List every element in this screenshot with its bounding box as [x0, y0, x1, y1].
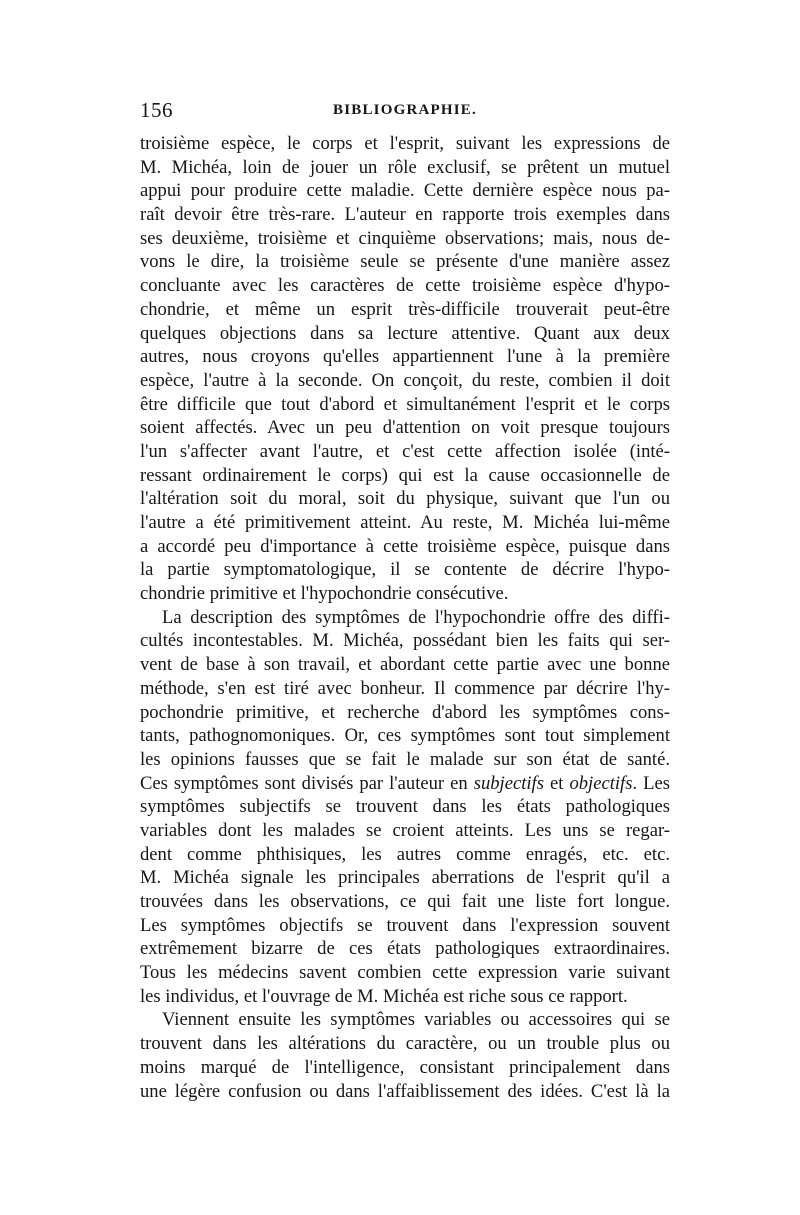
text-line: vent de base à son travail, et abordant cette partie avec une bonne [140, 654, 670, 676]
text-line: quelques objections dans sa lecture attentive. Quant aux deux [140, 322, 670, 344]
text-segment: Ces symptômes sont divisés par l'auteur en [140, 772, 474, 794]
text-segment: . Les [632, 772, 670, 794]
text-line: a accordé peu d'importance à cette troisième espèce, puisque dans [140, 535, 670, 557]
paragraph-1 [140, 132, 670, 606]
text-line: autres, nous croyons qu'elles appartiennent l'une à la première [140, 346, 670, 368]
text-line: les opinions fausses que se fait le malade sur son état de santé. [140, 748, 670, 770]
running-head [140, 98, 670, 132]
text-line: l'un s'affecter avant l'autre, et c'est cette affection isolée (inté- [140, 440, 670, 462]
text-line: raît devoir être très-rare. L'auteur en rapporte trois exemples dans [140, 204, 670, 226]
text-line: une légère confusion ou dans l'affaiblissement des idées. C'est là la [140, 1080, 670, 1102]
book-page [140, 98, 670, 1103]
italic-term: objectifs [569, 772, 633, 794]
text-line: M. Michéa signale les principales aberrations de l'esprit qu'il a [140, 867, 670, 889]
italic-term: subjectifs [473, 772, 544, 794]
text-line: cultés incontestables. M. Michéa, possédant bien les faits qui ser- [140, 630, 670, 652]
text-line: Viennent ensuite les symptômes variables ou accessoires qui se [162, 1009, 670, 1031]
text-line: ressant ordinairement le corps) qui est la cause occasionnelle de [140, 464, 670, 486]
text-line: concluante avec les caractères de cette troisième espèce d'hypo- [140, 275, 670, 297]
text-segment: et [543, 772, 570, 794]
text-line-italic-terms [140, 772, 670, 796]
text-line: La description des symptômes de l'hypochondrie offre des diffi- [162, 606, 670, 628]
text-line: chondrie primitive et l'hypochondrie consécutive. [140, 583, 509, 605]
text-line: méthode, s'en est tiré avec bonheur. Il commence par décrire l'hy- [140, 677, 670, 699]
text-line: espèce, l'autre à la seconde. On conçoit, du reste, combien il doit [140, 369, 670, 391]
text-line: Tous les médecins savent combien cette expression varie suivant [140, 962, 670, 984]
text-line: pochondrie primitive, et recherche d'abord les symptômes cons- [140, 701, 670, 723]
text-line: symptômes subjectifs se trouvent dans les états pathologiques [140, 796, 670, 818]
text-line: trouvées dans les observations, ce qui fait une liste fort longue. [140, 891, 670, 912]
text-line: vons le dire, la troisième seule se présente d'une manière assez [140, 251, 670, 273]
text-line: ses deuxième, troisième et cinquième observations; mais, nous de- [140, 227, 670, 249]
text-line: extrêmement bizarre de ces états pathologiques extraordinaires. [140, 938, 670, 960]
body-text [140, 132, 670, 1103]
text-line: troisième espèce, le corps et l'esprit, suivant les expressions de [140, 133, 670, 154]
text-line: soient affectés. Avec un peu d'attention on voit presque toujours [140, 417, 670, 439]
running-title: BIBLIOGRAPHIE. [333, 102, 477, 118]
text-line: être difficile que tout d'abord et simultanément l'esprit et le corps [140, 393, 670, 415]
text-line: M. Michéa, loin de jouer un rôle exclusif, se prêtent un mutuel [140, 156, 670, 178]
text-line: dent comme phthisiques, les autres comme enragés, etc. etc. [140, 843, 670, 865]
text-line: appui pour produire cette maladie. Cette dernière espèce nous pa- [140, 180, 670, 202]
text-line: tants, pathognomoniques. Or, ces symptômes sont tout simplement [140, 725, 670, 747]
text-line: Les symptômes objectifs se trouvent dans l'expression souvent [140, 914, 670, 936]
text-line: trouvent dans les altérations du caractère, ou un trouble plus ou [140, 1033, 670, 1055]
text-line: variables dont les malades se croient atteints. Les uns se regar- [140, 819, 670, 841]
text-line: la partie symptomatologique, il se contente de décrire l'hypo- [140, 559, 670, 581]
paragraph-3 [140, 1008, 670, 1103]
text-line: chondrie, et même un esprit très-difficile trouverait peut-être [140, 298, 670, 320]
page-number: 156 [140, 98, 173, 122]
text-line: moins marqué de l'intelligence, consistant principalement dans [140, 1056, 670, 1078]
paragraph-2 [140, 606, 670, 1009]
text-line: les individus, et l'ouvrage de M. Michéa est riche sous ce rapport. [140, 985, 628, 1007]
text-line: l'autre a été primitivement atteint. Au reste, M. Michéa lui-même [140, 512, 670, 533]
text-line: l'altération soit du moral, soit du physique, suivant que l'un ou [140, 488, 670, 510]
